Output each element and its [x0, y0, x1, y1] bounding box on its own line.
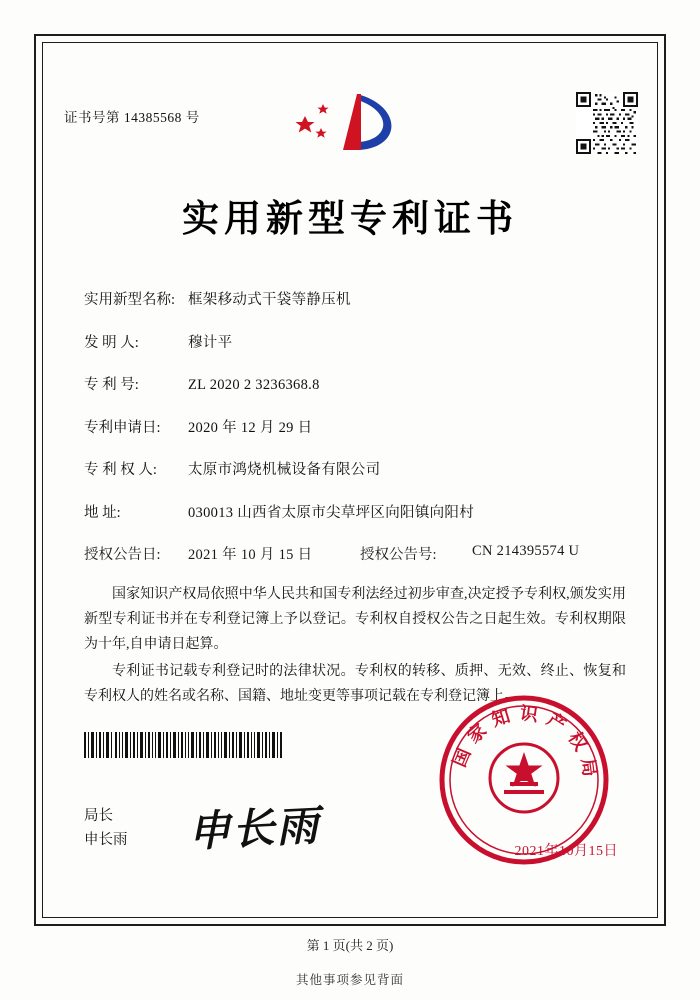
- field-value: 太原市鸿烧机械设备有限公司: [188, 462, 381, 478]
- field-value: 2021 年 10 月 15 日: [188, 547, 313, 563]
- field-label: 授权公告日:: [84, 547, 161, 563]
- field-label: 授权公告号:: [360, 547, 437, 563]
- field-label: 实用新型名称:: [84, 292, 176, 308]
- field-patentee: [84, 458, 642, 479]
- cnipa-logo-icon: [295, 86, 405, 152]
- field-label: 专 利 权 人:: [84, 462, 157, 478]
- barcode: [84, 732, 284, 758]
- qr-code: [576, 92, 638, 154]
- certificate-number: 证书号第 14385568 号: [64, 110, 200, 125]
- field-grant-date: [84, 543, 360, 564]
- field-value: 框架移动式干袋等静压机: [188, 292, 351, 308]
- director-label: 局长: [84, 808, 113, 824]
- page-number: 第 1 页(共 2 页): [306, 938, 394, 953]
- field-value: CN 214395574 U: [472, 543, 580, 559]
- legal-paragraph-1: 国家知识产权局依照中华人民共和国专利法经过初步审查,决定授予专利权,颁发实用新型专利证书并在专利登记簿上予以登记。专利权自授权公告之日起生效。专利权期限为十年,自申请日起算。: [84, 587, 626, 652]
- handwritten-signature: 申长雨: [187, 803, 322, 857]
- director-name: 申长雨: [84, 832, 128, 848]
- field-application-date: [84, 416, 642, 437]
- footer-note: 其他事项参见背面: [295, 973, 404, 987]
- field-value: ZL 2020 2 3236368.8: [188, 377, 320, 393]
- certificate-content: [58, 58, 642, 908]
- field-label: 地 址:: [84, 504, 121, 521]
- svg-text:国家知识产权局: 国家知识产权局: [449, 702, 602, 786]
- field-address: [84, 501, 642, 522]
- field-inventor: [84, 331, 642, 352]
- field-label: 专利申请日:: [84, 419, 161, 436]
- field-grant-publication-number: [360, 543, 579, 564]
- legal-paragraph-2: 专利证书记载专利登记时的法律状况。专利权的转移、质押、无效、终止、恢复和专利权人的姓名或名称、国籍、地址变更等事项记载在专利登记簿上。: [84, 664, 626, 704]
- signature-block: [84, 804, 128, 852]
- field-value: 030013 山西省太原市尖草坪区向阳镇向阳村: [188, 504, 475, 521]
- header: [58, 58, 642, 148]
- field-patent-number: [84, 373, 642, 394]
- page-title: 实用新型专利证书: [182, 199, 518, 240]
- field-grant-row: [84, 543, 642, 564]
- field-utility-model-name: [84, 288, 642, 309]
- field-value: 2020 年 12 月 29 日: [188, 419, 313, 436]
- field-label: 发 明 人:: [84, 334, 139, 351]
- field-label: 专 利 号:: [84, 377, 139, 393]
- field-value: 穆计平: [188, 334, 233, 351]
- field-list: [58, 288, 642, 564]
- seal-date: 2021年10月15日: [514, 844, 618, 859]
